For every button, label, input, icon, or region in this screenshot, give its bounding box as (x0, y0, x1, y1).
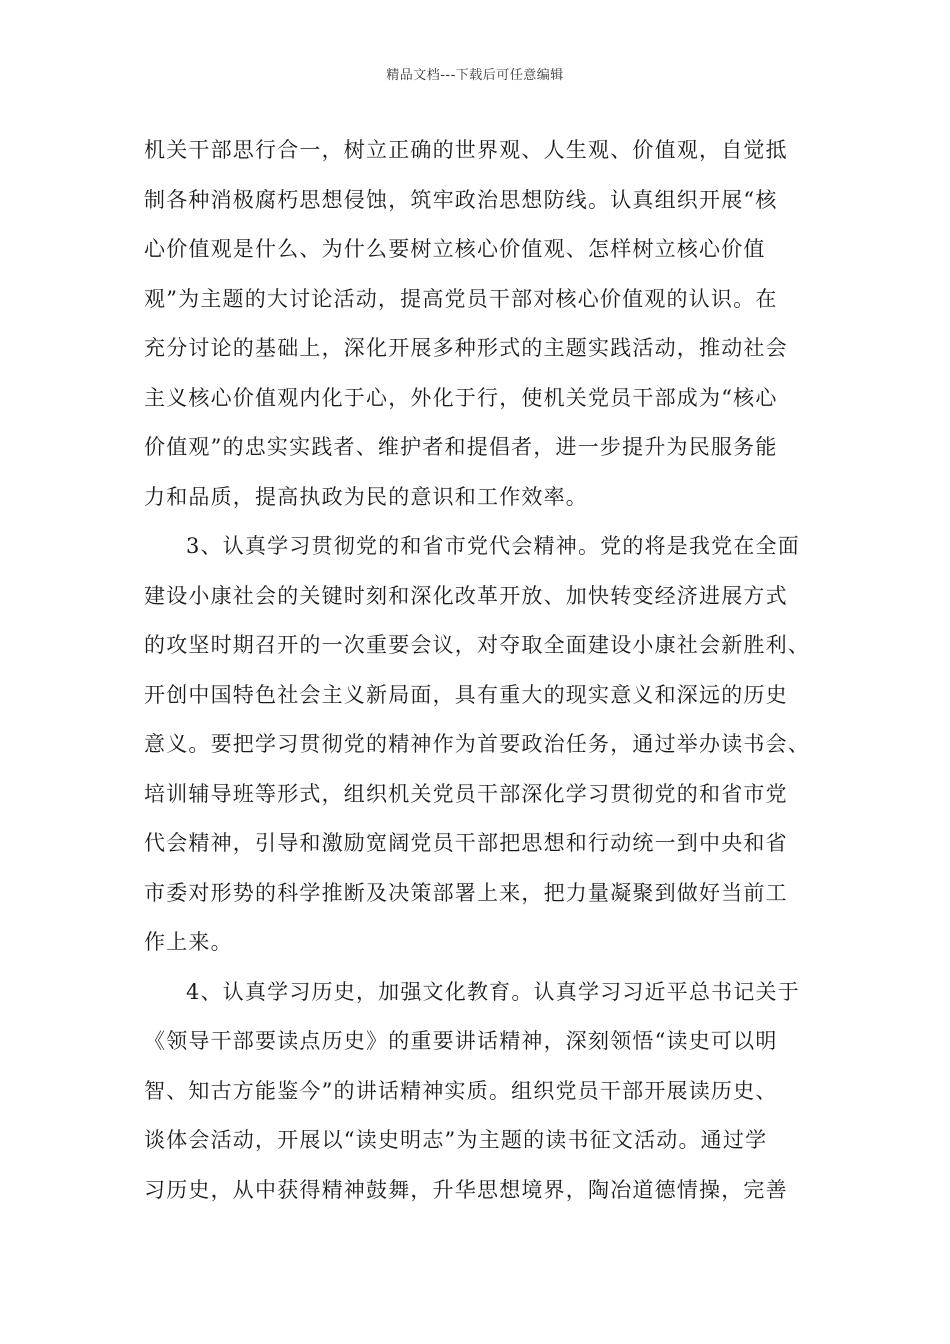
text-line: 的攻坚时期召开的一次重要会议，对夺取全面建设小康社会新胜利、 (144, 633, 810, 657)
text-line: 3、认真学习贯彻党的和省市党代会精神。党的将是我党在全面 (186, 534, 800, 558)
text-line: 主义核心价值观内化于心，外化于行，使机关党员干部成为“核心 (144, 385, 778, 410)
text-line: 谈体会活动，开展以“读史明志”为主题的读书征文活动。通过学 (144, 1128, 768, 1152)
text-line: 充分讨论的基础上，深化开展多种形式的主题实践活动，推动社会 (144, 336, 788, 360)
text-line: 建设小康社会的关键时刻和深化改革开放、加快转变经济进展方式 (144, 583, 788, 608)
text-line: 制各种消极腐朽思想侵蚀，筑牢政治思想防线。认真组织开展“核 (144, 187, 778, 212)
text-line: 作上来。 (144, 930, 233, 954)
text-line: 价值观”的忠实实践者、维护者和提倡者，进一步提升为民服务能 (144, 435, 778, 459)
text-line: 4、认真学习历史，加强文化教育。认真学习习近平总书记关于 (186, 979, 800, 1004)
text-line: 心价值观是什么、为什么要树立核心价值观、怎样树立核心价值 (144, 237, 766, 261)
text-line: 市委对形势的科学推断及决策部署上来，把力量凝聚到做好当前工 (144, 880, 788, 905)
paragraph (144, 126, 820, 522)
text-line: 智、知古方能鉴今”的讲话精神实质。组织党员干部开展读历史、 (144, 1078, 778, 1103)
text-line: 意义。要把学习贯彻党的精神作为首要政治任务，通过举办读书会、 (144, 732, 810, 756)
text-line: 观”为主题的大讨论活动，提高党员干部对核心价值观的认识。在 (144, 286, 778, 311)
text-line: 机关干部思行合一，树立正确的世界观、人生观、价值观，自觉抵 (144, 138, 788, 162)
text-line: 代会精神，引导和激励宽阔党员干部把思想和行动统一到中央和省 (144, 831, 788, 855)
document-body (144, 126, 820, 1215)
text-line: 培训辅导班等形式，组织机关党员干部深化学习贯彻党的和省市党 (144, 781, 788, 806)
text-line: 习历史，从中获得精神鼓舞，升华思想境界，陶冶道德情操，完善 (144, 1177, 788, 1202)
paragraph (144, 968, 820, 1216)
text-line: 开创中国特色社会主义新局面，具有重大的现实意义和深远的历史 (144, 682, 788, 707)
page-header: 精品文档---下载后可任意编辑 (386, 68, 564, 83)
text-line: 力和品质，提高执政为民的意识和工作效率。 (144, 484, 588, 509)
paragraph (144, 522, 820, 968)
text-line: 《领导干部要读点历史》的重要讲话精神，深刻领悟“读史可以明 (144, 1029, 778, 1053)
